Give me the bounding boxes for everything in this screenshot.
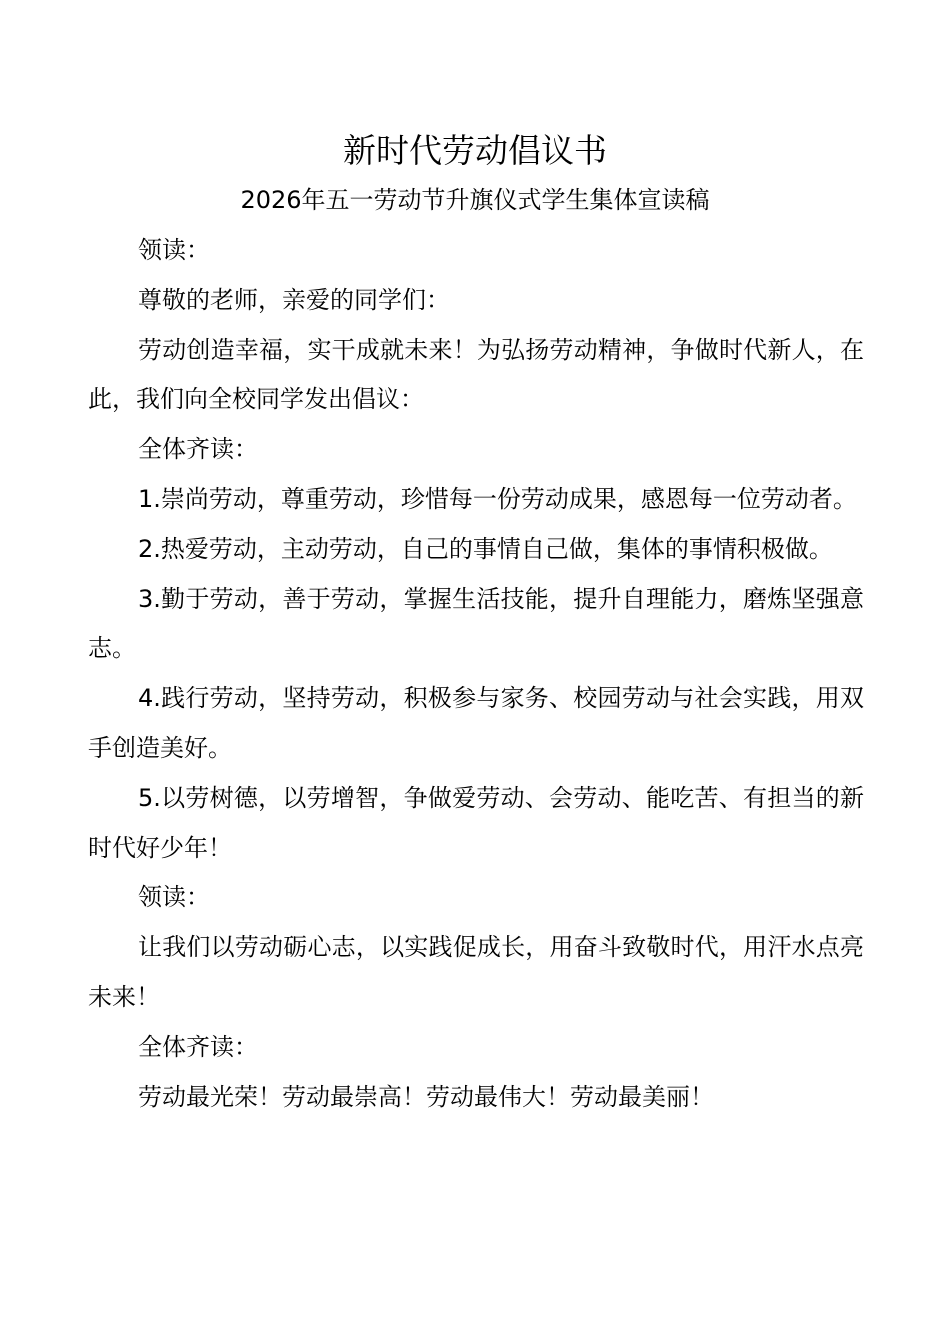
paragraph-item-5: 5.以劳树德，以劳增智，争做爱劳动、会劳动、能吃苦、有担当的新时代好少年！ [88, 783, 864, 862]
paragraph-item-2: 2.热爱劳动，主动劳动，自己的事情自己做，集体的事情积极做。 [138, 534, 833, 563]
paragraph-salutation: 尊敬的老师，亲爱的同学们： [138, 285, 450, 314]
paragraph-slogan: 劳动最光荣！劳动最崇高！劳动最伟大！劳动最美丽！ [138, 1082, 714, 1111]
document-body [88, 226, 864, 1122]
paragraph-closing: 让我们以劳动砺心志，以实践促成长，用奋斗致敬时代，用汗水点亮未来！ [88, 933, 864, 1011]
paragraph-item-1: 1.崇尚劳动，尊重劳动，珍惜每一份劳动成果，感恩每一位劳动者。 [138, 484, 857, 513]
document-title: 新时代劳动倡议书 [343, 131, 607, 170]
document-subtitle: 2026年五一劳动节升旗仪式学生集体宣读稿 [240, 186, 710, 214]
paragraph-all-read-1: 全体齐读： [138, 435, 258, 464]
paragraph-item-4: 4.践行劳动，坚持劳动，积极参与家务、校园劳动与社会实践，用双手创造美好。 [88, 684, 864, 762]
paragraph-intro: 劳动创造幸福，实干成就未来！为弘扬劳动精神，争做时代新人，在此，我们向全校同学发出倡议： [88, 335, 864, 414]
paragraph-item-3: 3.勤于劳动，善于劳动，掌握生活技能，提升自理能力，磨炼坚强意志。 [88, 584, 864, 663]
paragraph-all-read-2: 全体齐读： [138, 1032, 258, 1061]
paragraph-lead-reader-1: 领读： [138, 236, 210, 264]
paragraph-lead-reader-2: 领读： [138, 883, 210, 912]
